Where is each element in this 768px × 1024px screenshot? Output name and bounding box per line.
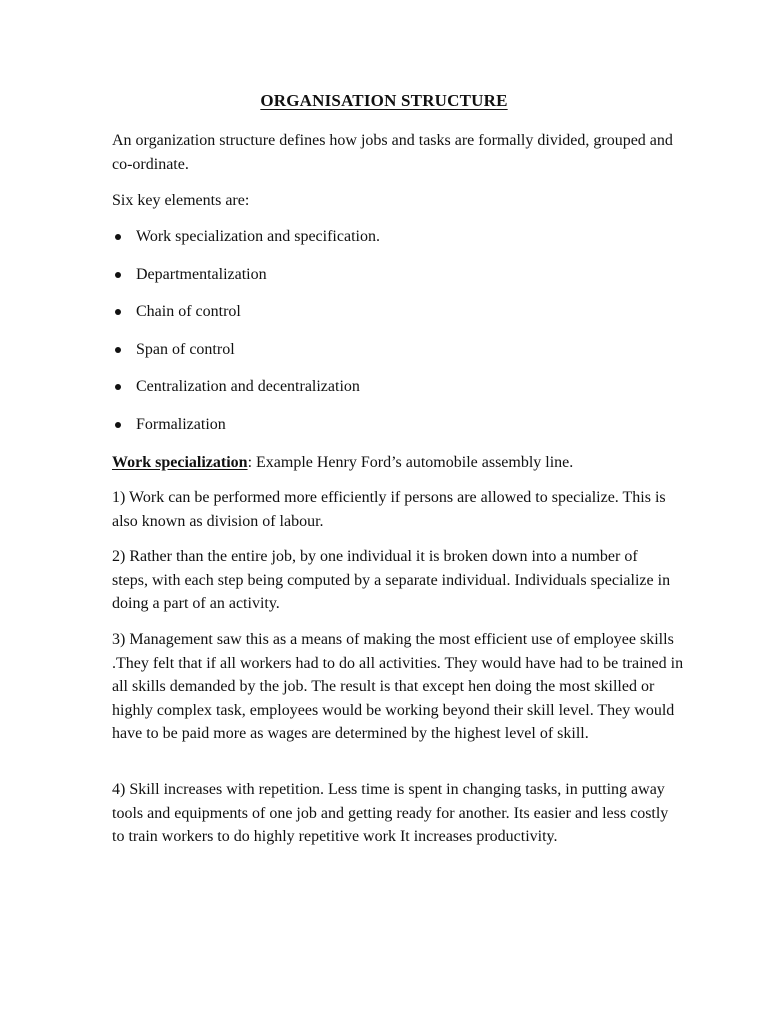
list-item-label: Work specialization and specification. — [136, 228, 380, 245]
bullet-icon — [115, 272, 121, 278]
list-item — [112, 265, 672, 303]
section-heading-rest: : Example Henry Ford’s automobile assembly line. — [247, 454, 574, 471]
point-paragraph-4: 4) Skill increases with repetition. Less time is spent in changing tasks, in putting away tools and equipments of one job and getting ready for another. Its easier and less costly to train workers to do highly repetitive work It increases productivity. — [112, 781, 669, 845]
bullet-icon — [115, 234, 121, 240]
list-item — [112, 415, 672, 453]
list-item-label: Departmentalization — [136, 265, 267, 283]
section-heading-line — [112, 451, 692, 475]
document-title: ORGANISATION STRUCTURE — [260, 91, 508, 110]
list-item — [112, 227, 672, 265]
section-heading: Work specialization — [112, 454, 248, 471]
intro-paragraph: An organization structure defines how jobs and tasks are formally divided, grouped and co-ordinate. — [112, 132, 673, 173]
list-item-label: Chain of control — [136, 303, 241, 320]
bullet-icon — [115, 309, 121, 315]
elements-heading: Six key elements are: — [112, 192, 250, 209]
bullet-icon — [115, 347, 121, 353]
list-item — [112, 340, 672, 378]
point-paragraph-3: 3) Management saw this as a means of making the most efficient use of employee skills .They felt that if all workers had to do all activities. They would have had to be trained in all skills demanded by the job. The result is that except hen doing the most skilled or highly complex task, employees would be working beyond their skill level. They would have to be paid more as wages are determined by the highest level of skill. — [112, 631, 684, 742]
key-elements-list — [112, 227, 672, 452]
list-item — [112, 377, 672, 415]
list-item-label: Centralization and decentralization — [136, 378, 360, 395]
bullet-icon — [115, 422, 121, 428]
point-paragraph-2: 2) Rather than the entire job, by one individual it is broken down into a number of steps, with each step being computed by a separate individual. Individuals specialize in doing a part of an activity. — [112, 548, 671, 612]
list-item-label: Span of control — [136, 340, 235, 358]
list-item-label: Formalization — [136, 415, 226, 433]
bullet-icon — [115, 384, 121, 390]
list-item — [112, 302, 672, 340]
point-paragraph-1: 1) Work can be performed more efficiently if persons are allowed to specialize. This is also known as division of labour. — [112, 489, 666, 530]
